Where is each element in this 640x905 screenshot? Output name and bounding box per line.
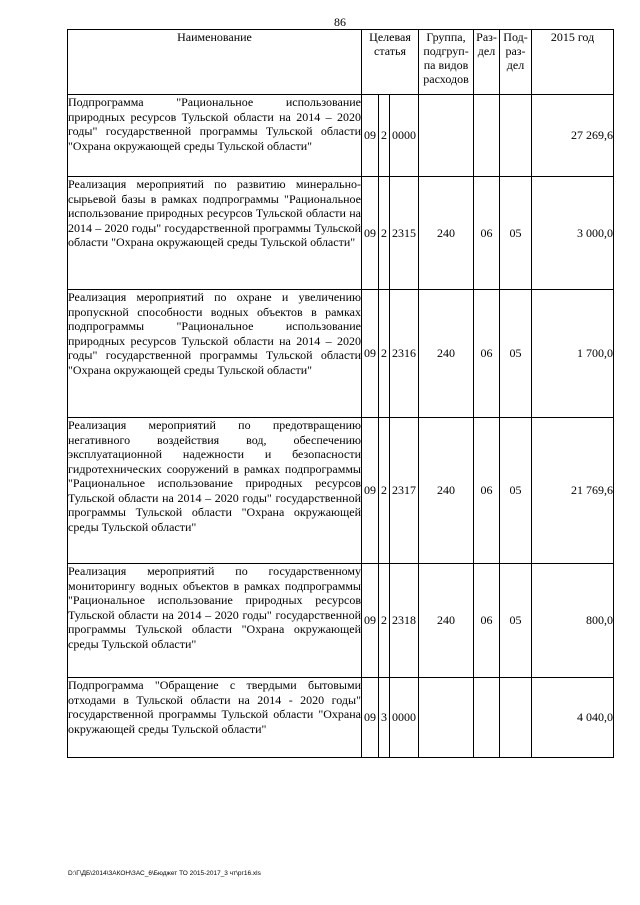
row-ts1: 09: [362, 678, 379, 758]
table-row: [68, 290, 614, 418]
row-group: [419, 678, 474, 758]
header-name: Наименование: [68, 30, 362, 95]
row-ts3: 2316: [390, 290, 419, 418]
table-row: [68, 177, 614, 290]
row-group: 240: [419, 418, 474, 564]
row-ts3: 2318: [390, 564, 419, 678]
row-amount: 21 769,6: [532, 418, 614, 564]
row-name: Подпрограмма "Обращение с твердыми бытовыми отходами в Тульской области на 2014 - 2020 годы" государственной программы Тульской области "Охрана окружающей среды Тульской области": [68, 678, 362, 758]
row-subsection: 05: [500, 290, 532, 418]
table-row: [68, 418, 614, 564]
row-section: 06: [474, 290, 500, 418]
row-section: 06: [474, 177, 500, 290]
row-ts3: 0000: [390, 95, 419, 177]
row-section: [474, 678, 500, 758]
table-row: [68, 95, 614, 177]
file-path-footer: D:\Г\ДБ\2014\ЗАКОН\ЗАС_6\Бюджет ТО 2015-2017_3 чт\рг16.xls: [68, 870, 261, 877]
row-ts3: 2317: [390, 418, 419, 564]
table-row: [68, 564, 614, 678]
row-subsection: 05: [500, 564, 532, 678]
row-ts2: 3: [379, 678, 390, 758]
page-number: 86: [334, 15, 346, 29]
row-ts2: 2: [379, 564, 390, 678]
row-subsection: 05: [500, 418, 532, 564]
row-section: 06: [474, 418, 500, 564]
row-group: 240: [419, 177, 474, 290]
row-name: Реализация мероприятий по развитию минерально-сырьевой базы в рамках подпрограммы "Рациональное использование природных ресурсов Тульской области на 2014 – 2020 годы" государственной программы Тульской области "Охрана окружающей среды Тульской области": [68, 177, 362, 290]
row-subsection: [500, 678, 532, 758]
row-ts1: 09: [362, 418, 379, 564]
table-row: [68, 678, 614, 758]
header-section: Раз-дел: [474, 30, 500, 95]
header-target: Целевая статья: [362, 30, 419, 95]
row-ts1: 09: [362, 177, 379, 290]
row-ts1: 09: [362, 95, 379, 177]
row-ts1: 09: [362, 290, 379, 418]
row-amount: 800,0: [532, 564, 614, 678]
row-group: 240: [419, 290, 474, 418]
header-group: Группа, подгруп-па видов расходов: [419, 30, 474, 95]
row-ts2: 2: [379, 290, 390, 418]
row-amount: 3 000,0: [532, 177, 614, 290]
row-section: 06: [474, 564, 500, 678]
row-amount: 1 700,0: [532, 290, 614, 418]
header-year: 2015 год: [532, 30, 614, 95]
row-amount: 27 269,6: [532, 95, 614, 177]
row-ts2: 2: [379, 418, 390, 564]
budget-table: [67, 29, 614, 758]
row-name: Реализация мероприятий по предотвращению негативного воздействия вод, обеспечению эксплуатационной надежности и безопасности гидротехнических сооружений в рамках подпрограммы "Рациональное использование природных ресурсов Тульской области на 2014 – 2020 годы" государственной программы Тульской области "Охрана окружающей среды Тульской области": [68, 418, 362, 564]
row-ts1: 09: [362, 564, 379, 678]
header-subsection: Под-раз-дел: [500, 30, 532, 95]
row-ts3: 0000: [390, 678, 419, 758]
row-subsection: 05: [500, 177, 532, 290]
row-ts3: 2315: [390, 177, 419, 290]
row-subsection: [500, 95, 532, 177]
row-name: Подпрограмма "Рациональное использование природных ресурсов Тульской области на 2014 – 2020 годы" государственной программы Тульской области "Охрана окружающей среды Тульской области": [68, 95, 362, 177]
row-section: [474, 95, 500, 177]
row-name: Реализация мероприятий по государственному мониторингу водных объектов в рамках подпрограммы "Рациональное использование природных ресурсов Тульской области на 2014 – 2020 годы" государственной программы Тульской области "Охрана окружающей среды Тульской области": [68, 564, 362, 678]
row-ts2: 2: [379, 95, 390, 177]
row-group: [419, 95, 474, 177]
row-name: Реализация мероприятий по охране и увеличению пропускной способности водных объектов в рамках подпрограммы "Рациональное использование природных ресурсов Тульской области на 2014 – 2020 годы" государственной программы Тульской области "Охрана окружающей среды Тульской области": [68, 290, 362, 418]
row-ts2: 2: [379, 177, 390, 290]
row-amount: 4 040,0: [532, 678, 614, 758]
header-row: [68, 30, 614, 95]
row-group: 240: [419, 564, 474, 678]
